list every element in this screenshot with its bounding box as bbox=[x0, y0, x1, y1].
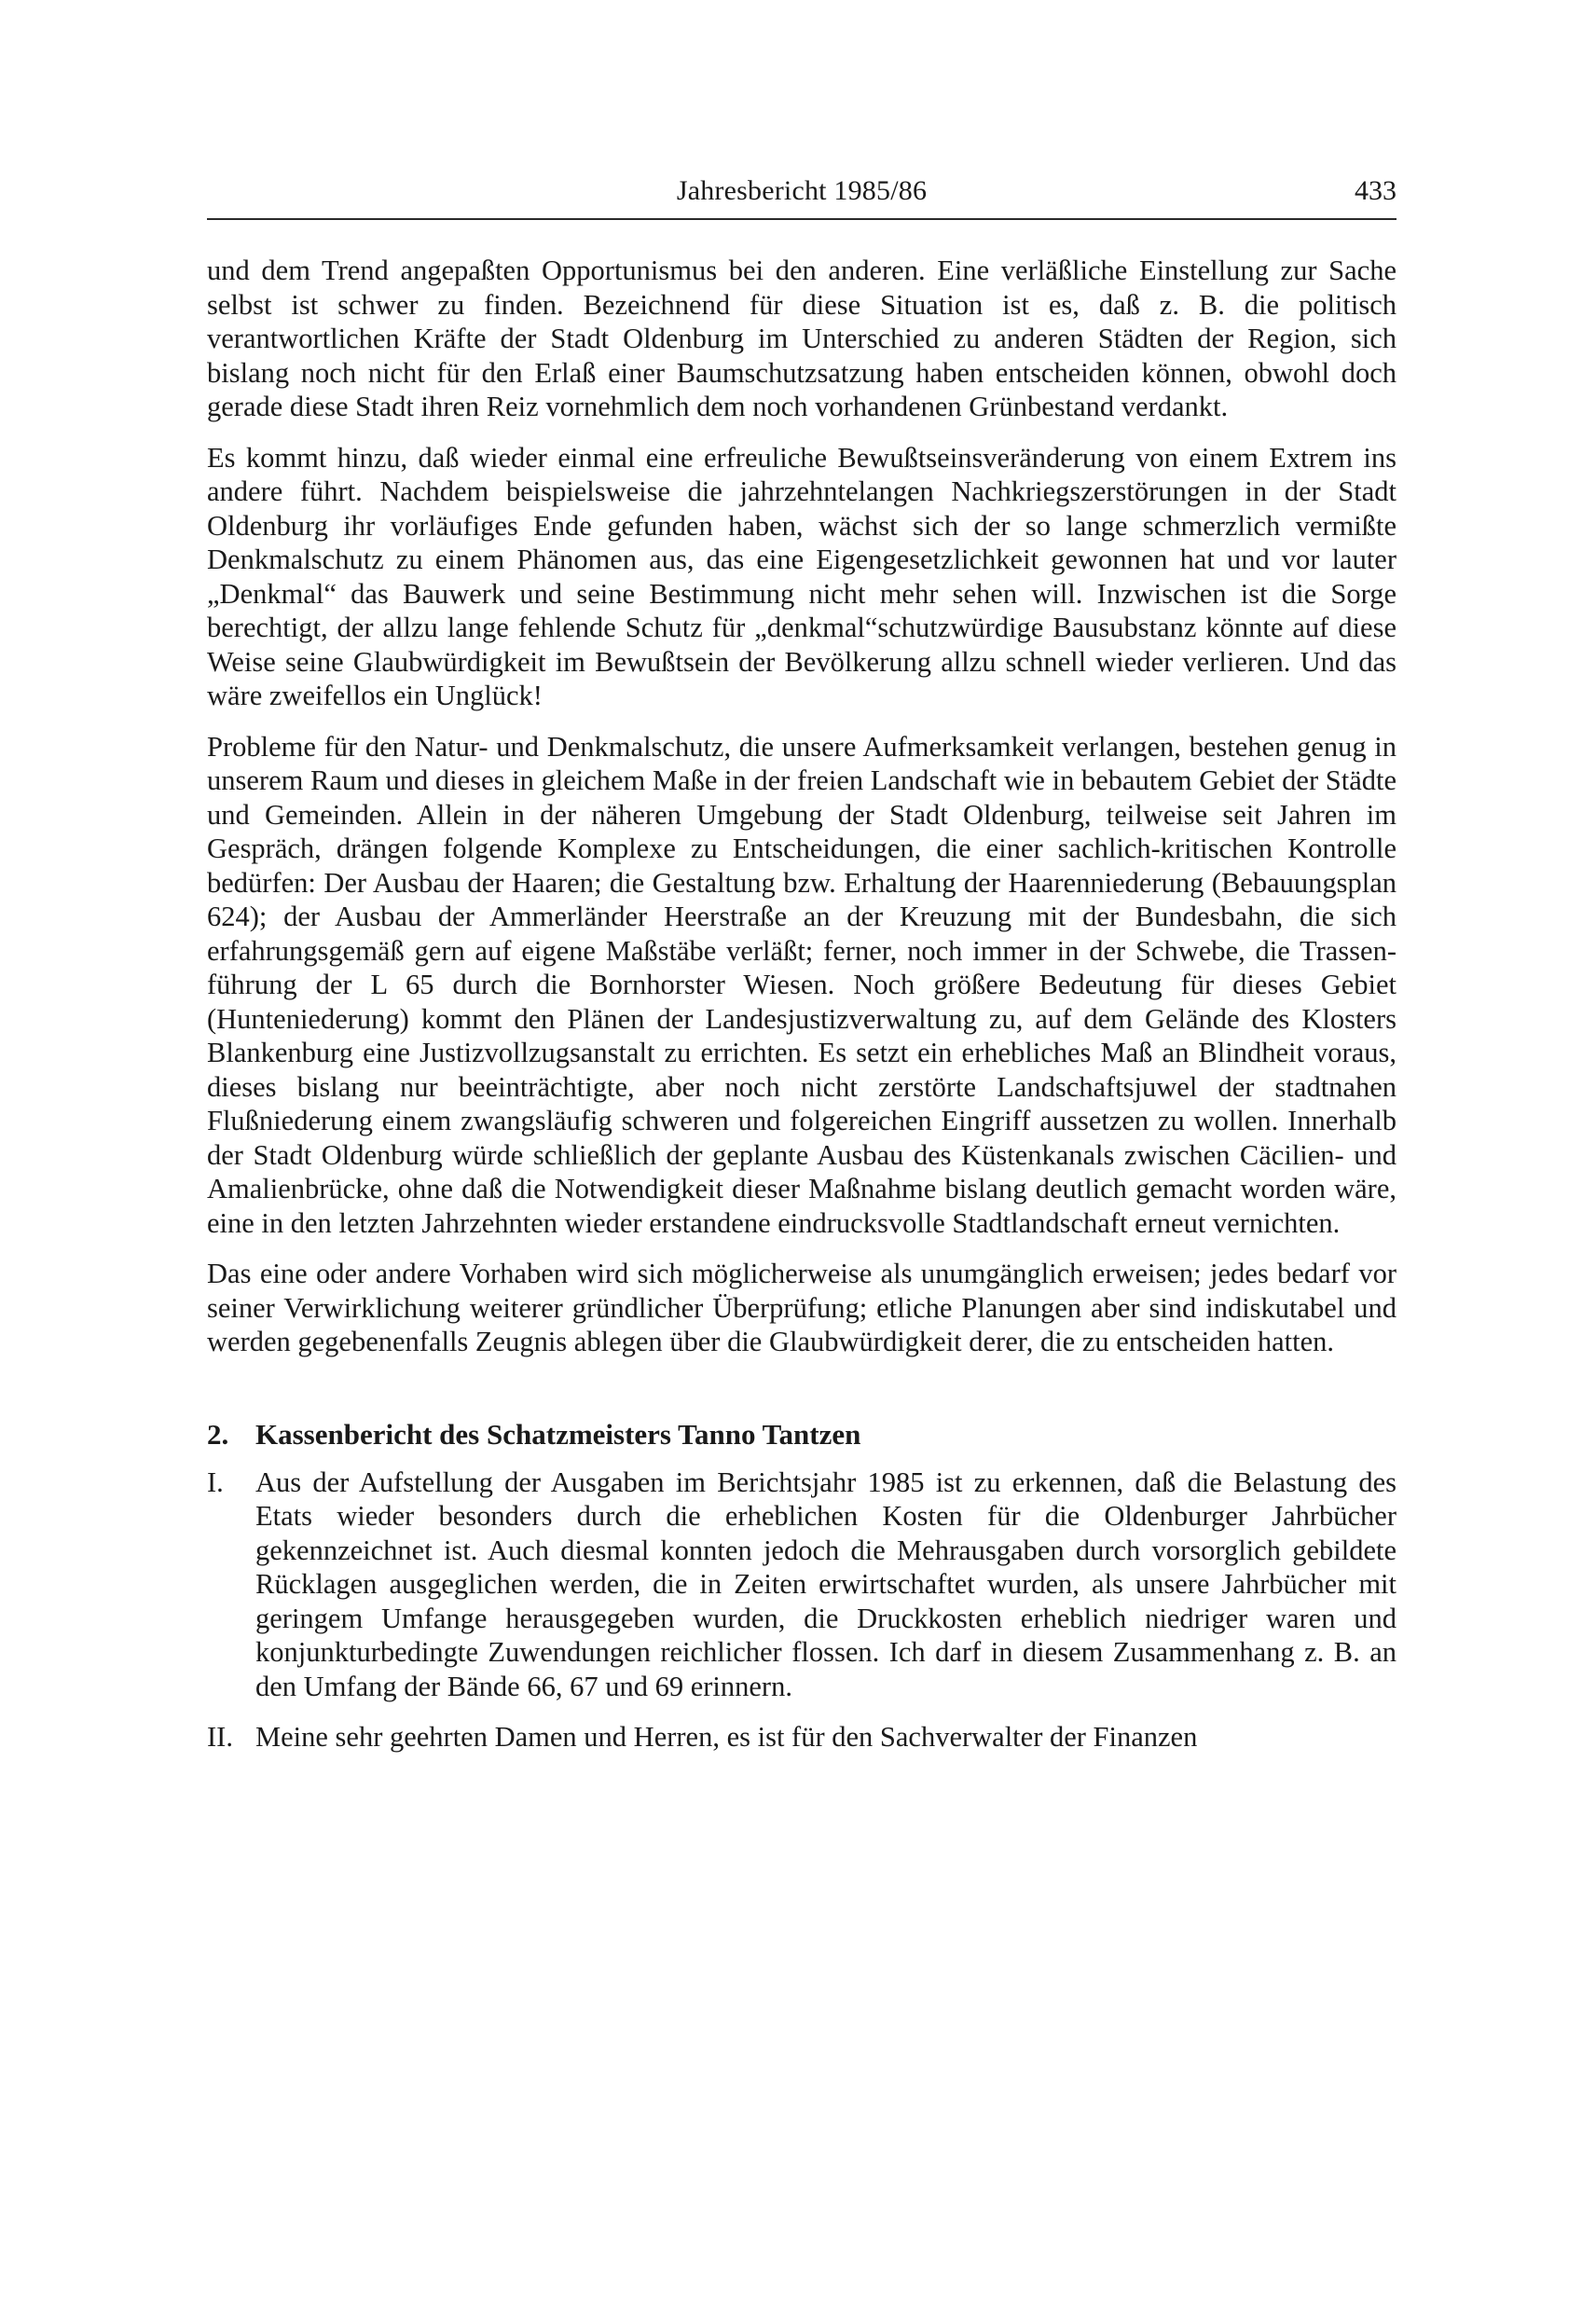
paragraph: Es kommt hinzu, daß wieder einmal eine erfreuliche Bewußtseinsveränderung von einem Extrem ins andere führt. Nachdem beispielsweise die jahrzehntelangen Nachkriegszerstörungen in der Stadt Oldenburg ihr vorläufiges Ende gefunden haben, wächst sich der so lange schmerzlich vermißte Denkmalschutz zu einem Phänomen aus, das eine Eigengesetzlichkeit gewonnen hat und vor lauter „Denkmal“ das Bauwerk und seine Bestimmung nicht mehr sehen will. Inzwischen ist die Sorge berechtigt, der allzu lange fehlende Schutz für „denkmal“schutzwürdige Bausubstanz könnte auf diese Weise seine Glaubwürdigkeit im Bewußtsein der Bevölkerung allzu schnell wieder verlieren. Und das wäre zweifellos ein Unglück! bbox=[207, 441, 1396, 711]
section-title: Kassenbericht des Schatzmeisters Tanno Tantzen bbox=[255, 1417, 861, 1451]
page-number: 433 bbox=[1355, 175, 1396, 206]
list-item bbox=[207, 1720, 1396, 1755]
list-marker: I. bbox=[207, 1466, 224, 1498]
list-item-text: Aus der Aufstellung der Ausgaben im Berichtsjahr 1985 ist zu erkennen, daß die Belastung des Etats wieder besonders durch die erheblichen Kosten für die Oldenburger Jahrbücher gekennzeichnet ist. Auch diesmal konnten jedoch die Mehrausgaben durch vorsorglich gebildete Rücklagen ausgeglichen werden, die in Zeiten erwirtschaftet wurden, als unsere Jahrbücher mit geringem Umfange herausgegeben wurden, die Druckkosten erheblich niedriger waren und konjunkturbedingte Zuwendungen reichlicher flossen. Ich darf in diesem Zusammenhang z. B. an den Umfang der Bände 66, 67 und 69 erinnern. bbox=[255, 1466, 1396, 1702]
paragraph: Das eine oder andere Vorhaben wird sich möglicherweise als unumgänglich erweisen; jedes bedarf vor seiner Verwirklichung weiterer gründlicher Überprüfung; etliche Planungen aber sind indiskutabel und werden gegebenenfalls Zeugnis ablegen über die Glaubwürdigkeit derer, die zu entscheiden hatten. bbox=[207, 1258, 1396, 1357]
body-text bbox=[207, 254, 1396, 1771]
running-header bbox=[207, 173, 1396, 220]
list-item bbox=[207, 1466, 1396, 1704]
list-item-text: Meine sehr geehrten Damen und Herren, es ist für den Sachverwalter der Finanzen bbox=[255, 1721, 1198, 1753]
section-number: 2. bbox=[207, 1417, 229, 1451]
paragraph: und dem Trend angepaßten Opportunismus bei den anderen. Eine verläßliche Einstellung zur Sache selbst ist schwer zu finden. Bezeichnend für diese Situation ist es, daß z. B. die politisch verantwortlichen Kräfte der Stadt Oldenburg im Unterschied zu anderen Städten der Region, sich bislang noch nicht für den Erlaß einer Baumschutzsatzung haben entscheiden können, obwohl doch gerade diese Stadt ihren Reiz vornehmlich dem noch vorhandenen Grünbestand verdankt. bbox=[207, 255, 1396, 422]
section-heading bbox=[207, 1417, 1396, 1452]
list-marker: II. bbox=[207, 1721, 233, 1753]
paragraph: Probleme für den Natur- und Denkmalschutz, die unsere Aufmerksamkeit verlangen, bestehen genug in unserem Raum und dieses in gleichem Maße in der freien Landschaft wie in bebautem Gebiet der Städte und Gemeinden. Allein in der näheren Umgebung der Stadt Oldenburg, teilweise seit Jahren im Gespräch, drängen folgende Komplexe zu Entscheidungen, die einer sachlich-kritischen Kontrolle bedürfen: Der Ausbau der Haaren; die Gestaltung bzw. Erhaltung der Haarenniederung (Bebauungsplan 624); der Ausbau der Ammerländer Heerstraße an der Kreuzung mit der Bundesbahn, die sich erfahrungsgemäß gern auf eigene Maßstäbe verläßt; ferner, noch immer in der Schwebe, die Trassenführung der L 65 durch die Bornhorster Wiesen. Noch größere Bedeutung für dieses Gebiet (Hunteniederung) kommt den Plänen der Landesjustizverwaltung zu, auf dem Gelände des Klosters Blankenburg eine Justizvollzugsanstalt zu errichten. Es setzt ein erhebliches Maß an Blindheit voraus, dieses bislang nur beeinträchtigte, aber noch nicht zerstörte Landschaftsjuwel der stadtnahen Flußniederung einem zwangsläufig schweren und folgereichen Eingriff aussetzen zu wollen. Innerhalb der Stadt Oldenburg würde schließlich der geplante Ausbau des Küstenkanals zwischen Cäcilien- und Amalienbrücke, ohne daß die Notwendigkeit dieser Maßnahme bislang deutlich gemacht worden wäre, eine in den letzten Jahrzehnten wieder erstandene eindrucksvolle Stadtlandschaft erneut vernichten. bbox=[207, 730, 1396, 1239]
running-title: Jahresbericht 1985/86 bbox=[676, 175, 928, 206]
